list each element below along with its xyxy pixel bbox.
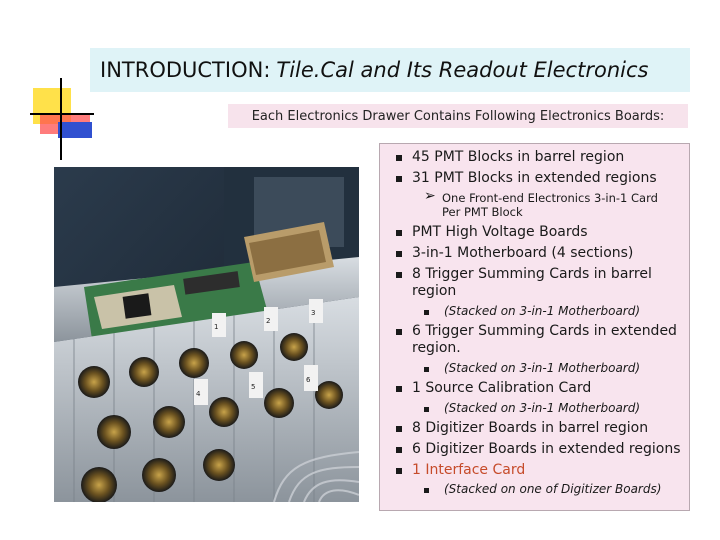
boards-list-panel — [379, 143, 690, 511]
bullet-icon — [396, 447, 402, 453]
bullet-icon — [424, 407, 429, 412]
subtitle-text: Each Electronics Drawer Contains Following Electronics Boards: — [251, 108, 665, 124]
sub-item: (Stacked on 3-in-1 Motherboard) — [444, 361, 641, 375]
list-item: 6 Trigger Summing Cards in extended — [412, 323, 677, 339]
electronics-drawer-photo — [54, 167, 359, 502]
title-prefix: INTRODUCTION: — [100, 58, 271, 82]
slide-subtitle — [228, 104, 688, 128]
pmt-disk — [230, 341, 258, 369]
bullet-icon — [396, 386, 402, 392]
list-item: 3-in-1 Motherboard (4 sections) — [412, 245, 634, 261]
pmt-label: 4 — [196, 390, 201, 398]
bullet-icon — [396, 230, 402, 236]
sub-item: (Stacked on 3-in-1 Motherboard) — [444, 401, 641, 415]
list-item: 31 PMT Blocks in extended regions — [412, 170, 657, 186]
decor-blue-block — [58, 122, 92, 138]
pmt-disk — [81, 467, 117, 502]
sub-item: (Stacked on one of Digitizer Boards) — [444, 482, 662, 496]
title-italic: Tile.Cal and Its Readout Electronics — [276, 58, 649, 82]
bullet-icon — [396, 272, 402, 278]
pmt-disk — [97, 415, 131, 449]
list-item: 6 Digitizer Boards in extended regions — [412, 441, 681, 457]
list-item: 8 Trigger Summing Cards in barrel — [412, 266, 652, 282]
list-item: 1 Interface Card — [412, 462, 526, 478]
pmt-disk — [209, 397, 239, 427]
slide-title — [90, 48, 690, 92]
pmt-disk — [179, 348, 209, 378]
pmt-label: 6 — [306, 376, 311, 384]
bullet-icon — [424, 310, 429, 315]
list-item: region. — [412, 340, 461, 356]
pmt-disk — [203, 449, 235, 481]
pmt-disk — [142, 458, 176, 492]
bullet-icon — [424, 488, 429, 493]
pmt-disk — [78, 366, 110, 398]
bullet-icon — [424, 367, 429, 372]
bullet-icon — [396, 155, 402, 161]
pmt-disk — [153, 406, 185, 438]
pmt-disk — [264, 388, 294, 418]
arrow-bullet-icon: ➢ — [424, 188, 436, 204]
pmt-disk — [129, 357, 159, 387]
pmt-label: 1 — [214, 323, 219, 331]
list-item: 8 Digitizer Boards in barrel region — [412, 420, 649, 436]
pmt-label: 5 — [251, 383, 256, 391]
pmt-label: 3 — [311, 309, 316, 317]
bullet-icon — [396, 251, 402, 257]
list-item: region — [412, 283, 457, 299]
bullet-icon — [396, 329, 402, 335]
bullet-icon — [396, 176, 402, 182]
electronics-drawer-illustration — [54, 167, 359, 502]
sub-item: One Front-end Electronics 3-in-1 Card — [442, 191, 658, 205]
pmt-label: 2 — [266, 317, 271, 325]
list-item: 45 PMT Blocks in barrel region — [412, 149, 625, 165]
sub-item: Per PMT Block — [442, 205, 523, 219]
bullet-icon — [396, 426, 402, 432]
decor-horizontal-line — [30, 113, 94, 115]
list-item: 1 Source Calibration Card — [412, 380, 592, 396]
bullet-icon — [396, 468, 402, 474]
sub-item: (Stacked on 3-in-1 Motherboard) — [444, 304, 641, 318]
pmt-disk — [315, 381, 343, 409]
pmt-disk — [280, 333, 308, 361]
decor-vertical-line — [60, 78, 62, 160]
list-item: PMT High Voltage Boards — [412, 224, 588, 240]
